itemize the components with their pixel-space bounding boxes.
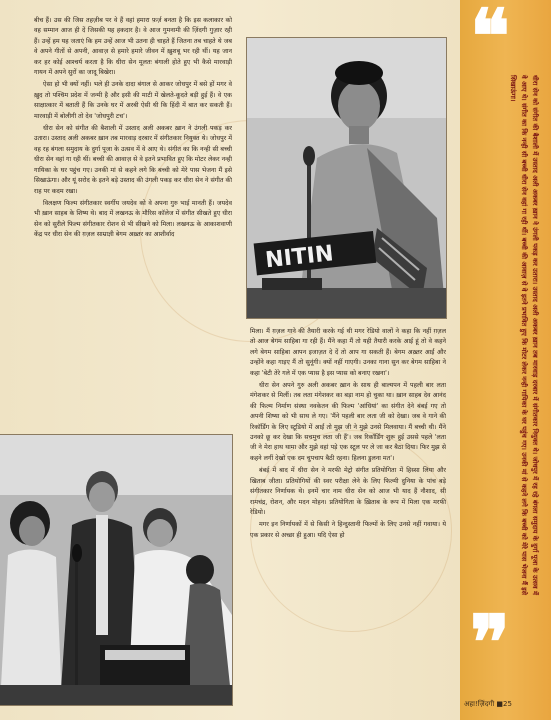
paragraph: बंबई में बाद में धीरा सेन ने मरफी मेट्रो संगीत प्रतियोगिता में हिस्सा लिया और खिताब जीता। प्रतियोगियों की स्वर परीक्षा लेने के लिए फिल्मी दुनिया के पांच बड़े संगीतकार निर्णायक थे। इनमें चार नाम धीरा सेन को आज भी याद हैं नौशाद, सी रामचंद्र, रोशन, और मदन मोहन। प्रतियोगिता के ख़िताब के रूप में मिला एक मरफी रेडियो। (250, 467, 446, 516)
decorative-divider (250, 318, 446, 325)
paragraph: ऐसा हो भी क्यों नहीं। भले ही उनके दादा बंगाल से आकर जोधपुर में बसे हों मगर वे ख़ुद तो पश्चिम प्रदेश में जन्मी है और इसी की माटी में खेलते-कूदते बड़ी हुई हैं। वे एक साक्षात्कार में बताती हैं कि उनके घर में अरबी ऐसी थी कि हिंदी में बात कर सकती हैं। मारवाड़ी में बोलीगी तो देव 'जोधपुरी टच'। (34, 81, 232, 120)
paragraph: विलक्षण फिल्म संगीतकार स्वर्गीय जयदेव को वे अपना गुरु भाई मानती हैं। जयदेव भी ख़ान साहब के शिष्य थे। बाद में लखनऊ के मौरिस कॉलेज में संगीत सीखते हुए धीरा सेन को सुरीले फिल्म संगीतकार रोशन से भी सीखने को मिला। लखनऊ के आकाशवाणी केंद्र पर धीरा सेन की ग़ज़ल साम्राज्ञी बेगम अख़्तर का आशीर्वाद (34, 199, 232, 239)
article-column-left (34, 16, 232, 426)
singer-illustration (247, 38, 446, 318)
paragraph: मिला। मैं ग़ज़ल गाने की तैयारी करके गई थी मगर रेडियो वालों ने कहा कि नहीं ग़ज़ल तो आज बेगम साहिबा गा रही हैं। मैंने कहा मैं तो यही तैयारी करके आई हूं तो वे कहने लगे बेगम साहिबा आपन इजाज़त दे दें तो आप गा सकती हैं। बेगम अख़्तर आईं और उन्होंने कहा गाइए मैं तो सुनूंगी। क्यों नहीं गाएगी। उनका गाना सुन कर बेगम साहिबा ने कहा 'बेटी तेरे गले में एक प्यास है इस प्यास को बनाए रखना'। (250, 328, 446, 377)
quote-open-icon: ❝ (470, 0, 510, 80)
page-number: अहा!ज़िंदगी ■25 (464, 700, 512, 708)
group-illustration (0, 435, 232, 705)
photo-singer-at-microphone (247, 38, 446, 318)
pullquote-text: धीरा सेन को संगीत की बैशाली में उस्ताद अली अकबर ख़ान ने उंगली पकड़ कर उतारा। उस्ताद अली अकबर ख़ान तब मारवाड़ दरबार में संगीतकार नियुक्त थे। जोधपुर में रह रहे बंगला समुदाय के दुर्गा पूजा के उत्सव में वे आए थे। संगीत का कि नन्ही सी बच्ची धीरा सेन वहां गा रही थीं। बच्ची की आवाज़ से वे इतने प्रभावित हुए कि मोटर लेकर नन्ही गायिका के घर पहुंच गए। उनकी मां से कहने लगे कि बच्ची को मेरे पास भेजना मैं इसे सिखाऊंगा। (509, 75, 539, 595)
photo-group-performance (0, 435, 232, 705)
paragraph: धीरा सेन को संगीत की बैशाली में उस्ताद अली अकबर ख़ान ने उंगली पकड़ कर उतारा। उस्ताद अली अकबर ख़ान तब मारवाड़ दरबार में संगीतकार नियुक्त थे। जोधपुर में वह रह बंगला समुदाय के दुर्गा पूजा के उत्सव में वे आए थे। संगीत का कि नन्ही सी बच्ची धीरा सेन वहां गा रही थीं। बच्ची की आवाज़ से वे इतने प्रभावित हुए कि मोटर लेकर नन्ही गायिका के घर पहुंच गए। उनकी मां से कहने लगे कि बच्ची को मेरे पास भेजना मैं इसे सिखाऊंगा। और यूं सरोद के इतने बड़े उस्ताद की उंगली पकड़ कर धीरा सेन ने संगीत की राह पर कदम रखा। (34, 125, 232, 195)
paragraph: बीच हैं। उस की जिस तहज़ीब पर वे हैं वहां हमारा फ़र्ज़ बनता है कि इस कलाकार को वह सम्मान आज ही दें जिसकी यह हकदार है। वे आज गुमनामी की ज़िंदगी गुज़ार रही हैं। उन्हें हम यह जताएं कि हम उन्हें आज भी उतना ही चाहते हैं जितना तब चाहते थे जब वे अपने गीतों से अपनी, आवाज़ से हमारे हमारे जीवन में ख़ुशबू भर रही थीं। यह जान कर हर कोई आश्चर्य करता है कि धीरा सेन मूलतः बंगाली होते हुए भी कैसे मारवाड़ी गायन में अपने सुरों का जादू बिखेरा। (34, 17, 232, 77)
article-column-right (250, 327, 446, 699)
banner-text: NITIN (264, 241, 335, 274)
paragraph: धीरा सेन अपने गुरु अली अकबर ख़ान के साथ ही बाल्यपन में पहली बार लता मंगेशकर से मिलीं। तब लता मंगेशकर का बड़ा नाम हो चुका था। ख़ान साहब देव आनंद की फिल्म निर्माण संस्था नवकेतन की फिल्म 'आंधियां' का संगीत देने बंबई गए तो अपनी शिष्या को भी साथ ले गए। 'मैंने पहली बार लता जी को देखा। जब वे गाने की रिकॉर्डिंग के लिए स्टूडियो में आईं तो मुझ जी ने मुझे उनसे मिलवाया। मैं बच्ची थी। मैंने उनको छू कर देखा कि सचमुच लता जी हैं'। जब रिकॉर्डिंग शुरू हुई उससे पहले 'लता जी ने मेरा हाथ थामा और मुझे वहां पड़े एक स्टूल पर ले जा कर बैठा दिया। फिर मुझ से कहने लगीं देखो एक दम चुपचाप बैठी रहना। हिलना डुलना मत'। (250, 382, 446, 462)
paragraph: मगर इन निर्णायकों में से किसी ने हिन्दुस्तानी फिल्मों के लिए उनसे नहीं गवाया। ये एक प्रकार से अच्छा ही हुआ। यदि ऐसा हो (250, 521, 446, 539)
quote-close-icon: ❞ (470, 600, 510, 686)
